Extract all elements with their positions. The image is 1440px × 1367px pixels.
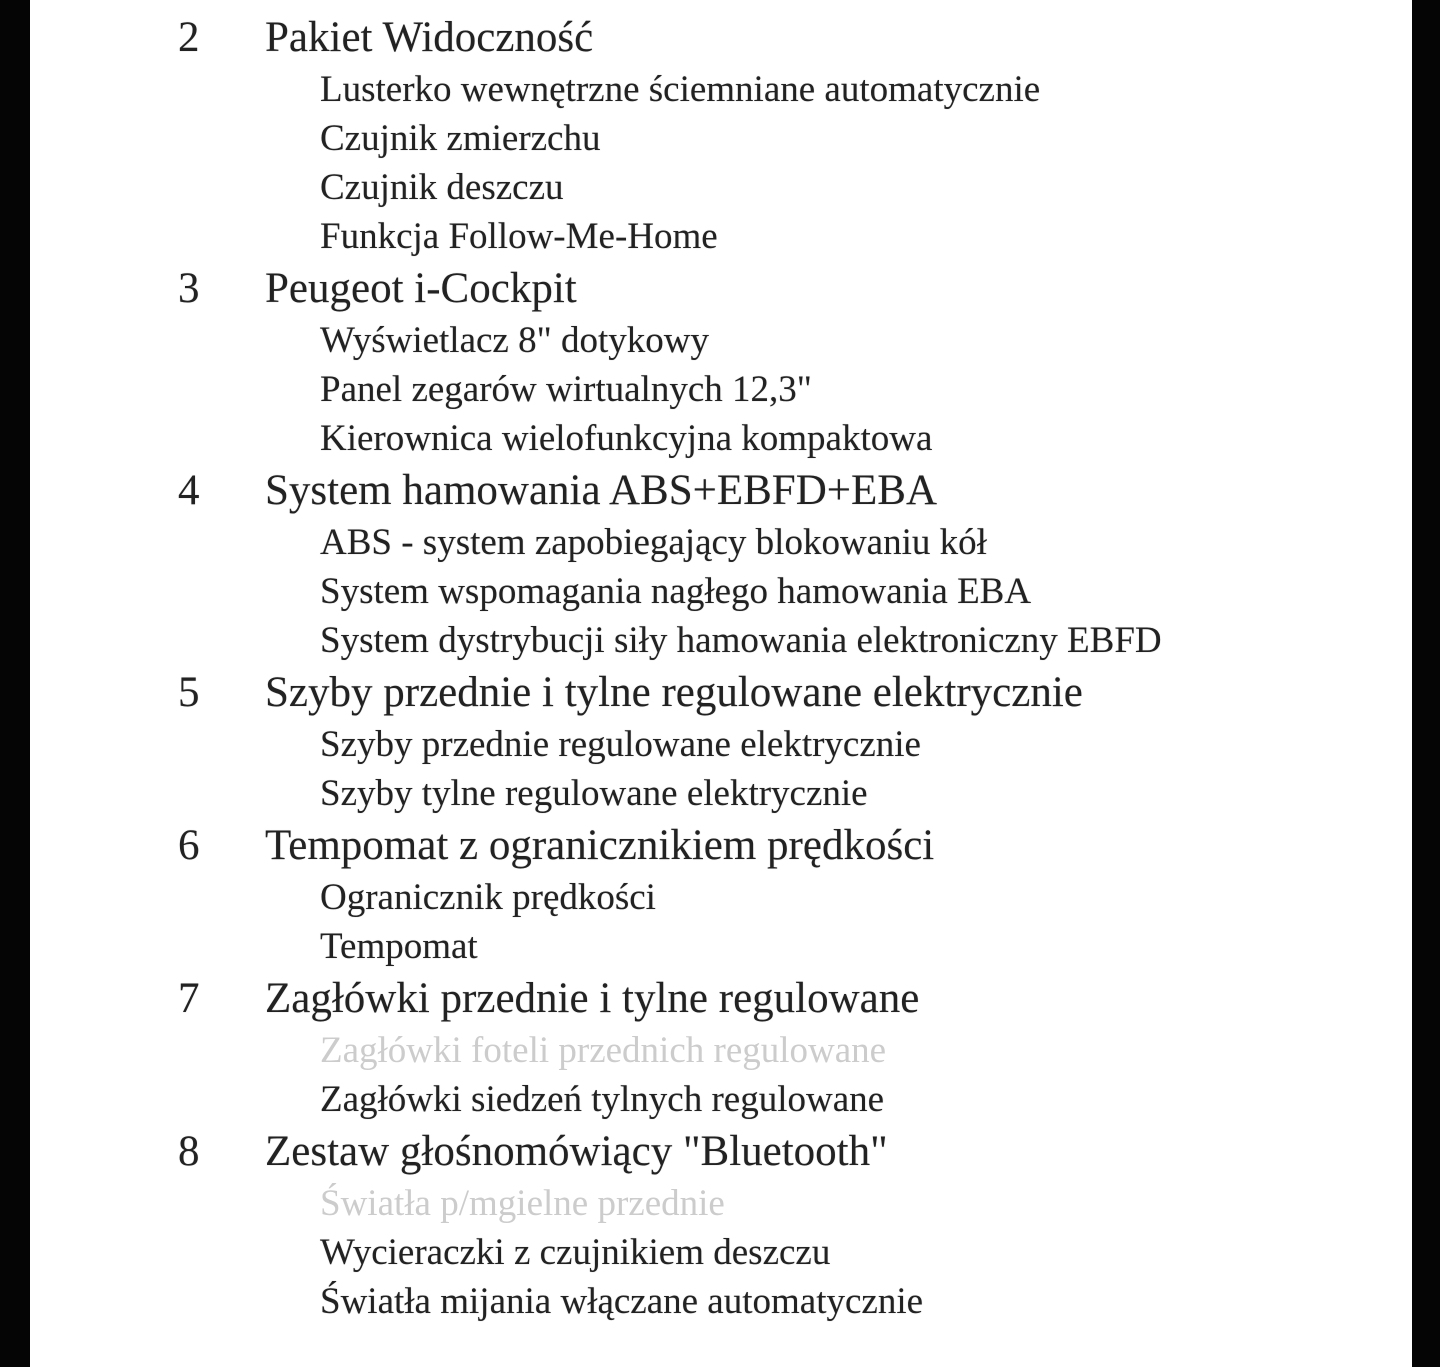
feature-line: Zagłówki foteli przednich regulowane xyxy=(320,1030,887,1071)
item-number: 3 xyxy=(178,265,200,312)
item-heading xyxy=(0,818,1440,873)
equipment-item xyxy=(0,261,1440,463)
item-heading xyxy=(0,1124,1440,1179)
feature-list xyxy=(0,873,1440,971)
feature-line: Lusterko wewnętrzne ściemniane automatycznie xyxy=(320,69,1041,110)
equipment-item xyxy=(0,10,1440,261)
feature-line: Wycieraczki z czujnikiem deszczu xyxy=(320,1232,831,1273)
feature-line: Światła mijania włączane automatycznie xyxy=(320,1281,924,1322)
item-heading xyxy=(0,463,1440,518)
feature-line: System dystrybucji siły hamowania elektroniczny EBFD xyxy=(320,620,1162,661)
feature-line: Kierownica wielofunkcyjna kompaktowa xyxy=(320,418,933,459)
feature-line: Funkcja Follow-Me-Home xyxy=(320,216,718,257)
item-title: System hamowania ABS+EBFD+EBA xyxy=(265,467,938,514)
feature-line: Światła p/mgielne przednie xyxy=(320,1183,725,1224)
feature-line: Panel zegarów wirtualnych 12,3" xyxy=(320,369,812,410)
item-heading xyxy=(0,10,1440,65)
item-heading xyxy=(0,261,1440,316)
item-title: Szyby przednie i tylne regulowane elektrycznie xyxy=(265,669,1083,716)
feature-line: System wspomagania nagłego hamowania EBA xyxy=(320,571,1032,612)
item-number: 4 xyxy=(178,467,200,514)
equipment-item xyxy=(0,1124,1440,1326)
feature-list xyxy=(0,1179,1440,1326)
feature-line: Szyby przednie regulowane elektrycznie xyxy=(320,724,921,765)
feature-line: Ogranicznik prędkości xyxy=(320,877,656,918)
feature-list xyxy=(0,1026,1440,1124)
feature-list xyxy=(0,518,1440,665)
feature-line: Zagłówki siedzeń tylnych regulowane xyxy=(320,1079,885,1120)
item-title: Peugeot i-Cockpit xyxy=(265,265,577,312)
equipment-item xyxy=(0,971,1440,1124)
equipment-list xyxy=(0,10,1440,1326)
equipment-item xyxy=(0,818,1440,971)
item-number: 8 xyxy=(178,1128,200,1175)
item-heading xyxy=(0,971,1440,1026)
feature-line: Wyświetlacz 8" dotykowy xyxy=(320,320,709,361)
feature-line: Szyby tylne regulowane elektrycznie xyxy=(320,773,868,814)
item-title: Tempomat z ogranicznikiem prędkości xyxy=(265,822,935,869)
feature-line: Czujnik deszczu xyxy=(320,167,564,208)
item-title: Zagłówki przednie i tylne regulowane xyxy=(265,975,920,1022)
equipment-item xyxy=(0,463,1440,665)
feature-list xyxy=(0,316,1440,463)
item-heading xyxy=(0,665,1440,720)
item-number: 5 xyxy=(178,669,200,716)
feature-line: Tempomat xyxy=(320,926,478,967)
item-number: 6 xyxy=(178,822,200,869)
feature-line: Czujnik zmierzchu xyxy=(320,118,601,159)
feature-list xyxy=(0,720,1440,818)
item-number: 2 xyxy=(178,14,200,61)
item-title: Pakiet Widoczność xyxy=(265,14,594,61)
feature-list xyxy=(0,65,1440,261)
feature-line: ABS - system zapobiegający blokowaniu kół xyxy=(320,522,987,563)
item-number: 7 xyxy=(178,975,200,1022)
equipment-item xyxy=(0,665,1440,818)
item-title: Zestaw głośnomówiący "Bluetooth" xyxy=(265,1128,888,1175)
